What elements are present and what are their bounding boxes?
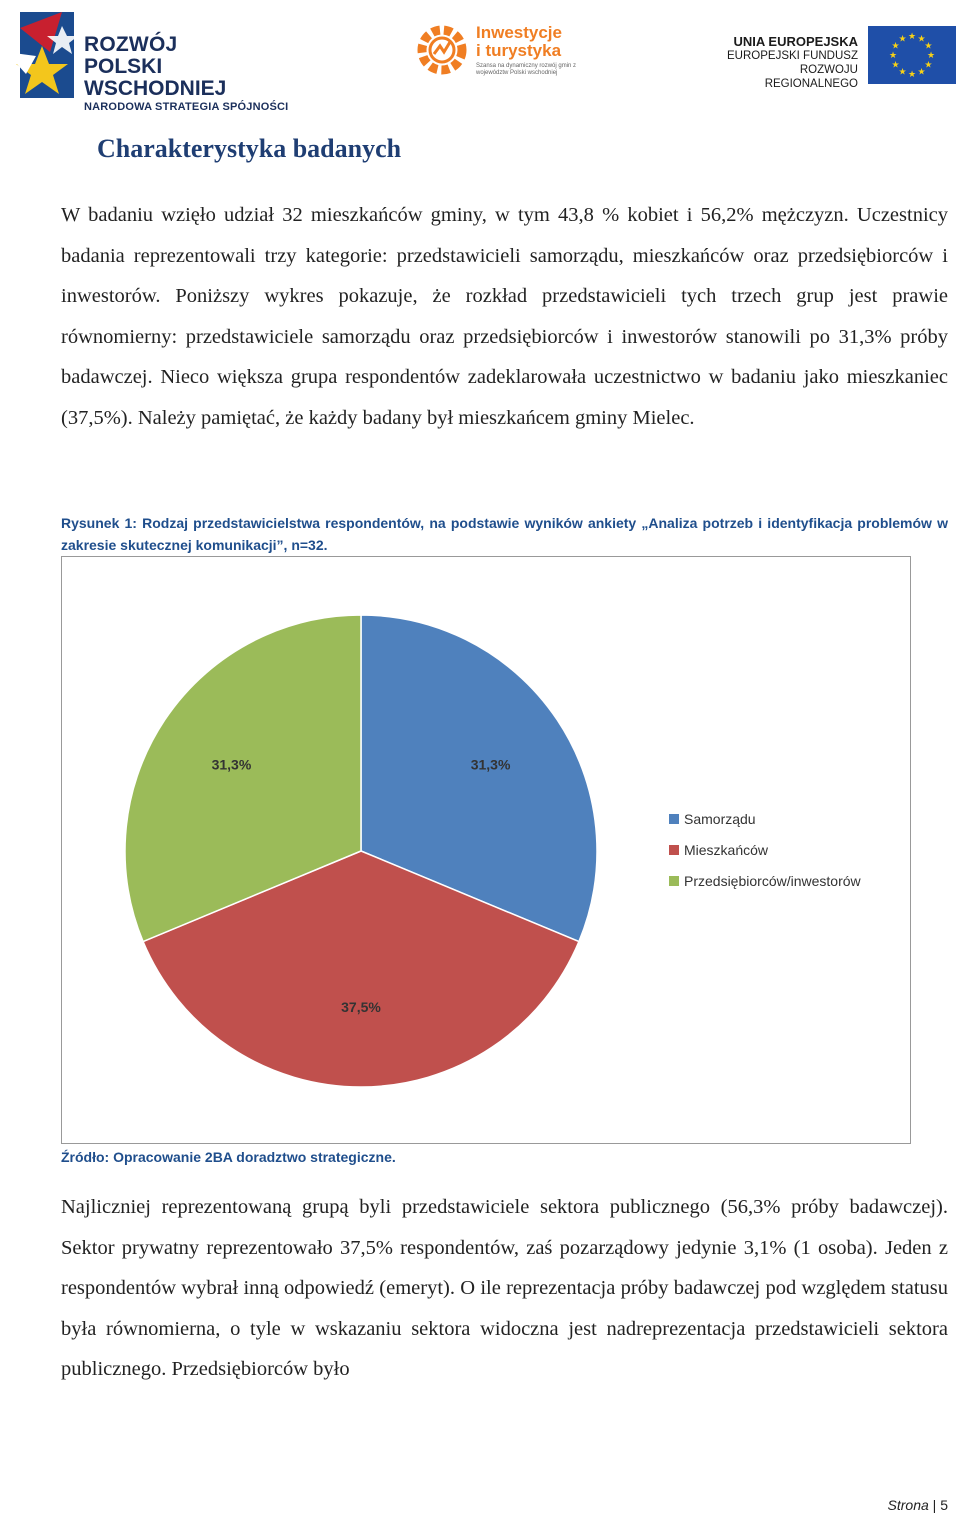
eu-star-icon: ★: [924, 41, 933, 52]
unia-europejska-logo: [706, 26, 958, 90]
ue-fund-line1: EUROPEJSKI FUNDUSZ: [727, 50, 858, 62]
eu-star-icon: ★: [891, 60, 900, 71]
legend-swatch-3: [669, 876, 679, 886]
iit-title-line2: i turystyka: [476, 41, 562, 60]
pie-data-label-1: 31,3%: [470, 756, 511, 773]
gear-logo-icon: [416, 22, 470, 78]
eu-star-icon: ★: [898, 67, 907, 78]
eu-star-icon: ★: [891, 41, 900, 52]
pie-data-label-3: 31,3%: [211, 756, 252, 773]
ue-fund-line2: ROZWOJU REGIONALNEGO: [764, 64, 858, 90]
pie-chart-svg: [62, 557, 912, 1145]
figure-caption: Rysunek 1: Rodzaj przedstawicielstwa respondentów, na podstawie wyników ankiety „Analiza potrzeb i identyfikacja problemów w zakresie skutecznej komunikacji”, n=32.: [61, 515, 948, 553]
legend-label-1: Samorządu: [684, 811, 756, 827]
intro-paragraph: W badaniu wzięło udział 32 mieszkańców gminy, w tym 43,8 % kobiet i 56,2% mężczyzn. Uczestnicy badania reprezentowali trzy kategorie: przedstawicieli samorządu, mieszkańców oraz przedsiębiorców i inwestorów. Poniższy wykres pokazuje, że rozkład przedstawicieli tych trzech grup jest prawie równomierny: przedstawiciele samorządu oraz przedsiębiorców i inwestorów stanowili po 31,3% próby badawczej. Nieco większa grupa respondentów zadeklarowała uczestnictwo w badaniu jako mieszkaniec (37,5%). Należy pamiętać, że każdy badany był mieszkańcem gminy Mielec.: [61, 204, 948, 429]
pie-chart: [61, 556, 911, 1144]
ue-title: UNIA EUROPEJSKA: [733, 34, 858, 49]
eu-star-icon: ★: [926, 51, 936, 61]
figure-source: Źródło: Opracowanie 2BA doradztwo strategiczne.: [61, 1149, 396, 1165]
body-paragraph: Najliczniej reprezentowaną grupą byli przedstawiciele sektora publicznego (56,3% próby badawczej). Sektor prywatny reprezentowało 37,5% respondentów, zaś pozarządowy jedynie 3,1% (1 osoba). Jeden z respondentów wybrał inną odpowiedź (emeryt). O ile reprezentacja próby badawczej pod względem statusu była równomierna, o tyle w wskazaniu sektora widoczna jest nadreprezentacja przedstawicieli sektora publicznego. Przedsiębiorców było: [61, 1196, 948, 1380]
eu-star-icon: ★: [907, 32, 917, 42]
pie-data-label-2: 37,5%: [341, 998, 381, 1015]
eu-star-icon: ★: [924, 60, 933, 71]
page-number: 5: [940, 1497, 948, 1513]
legend-swatch-2: [669, 845, 679, 855]
page-footer: [888, 1497, 948, 1513]
legend-label-3: Przedsiębiorców/inwestorów: [684, 873, 861, 889]
eu-star-icon: ★: [917, 34, 926, 45]
eu-star-icon: ★: [898, 34, 907, 45]
eu-star-icon: ★: [907, 70, 917, 80]
rpw-subtitle: NARODOWA STRATEGIA SPÓJNOŚCI: [84, 101, 289, 113]
iit-subtitle: Szansa na dynamiczny rozwój gmin z województw Polski wschodniej: [476, 63, 577, 76]
rpw-title-line2: POLSKI WSCHODNIEJ: [84, 55, 227, 100]
legend-swatch-1: [669, 814, 679, 824]
rozwoj-polski-wschodniej-logo: [6, 12, 306, 113]
legend-label-2: Mieszkańców: [684, 842, 769, 858]
eu-flag-icon: [868, 26, 956, 84]
star-logo-icon: [6, 12, 78, 98]
section-heading: Charakterystyka badanych: [97, 134, 402, 163]
eu-star-icon: ★: [917, 67, 926, 78]
page-header: [0, 0, 960, 113]
eu-star-icon: ★: [888, 51, 898, 61]
page-label: Strona: [887, 1497, 929, 1513]
inwestycje-i-turystyka-logo: [416, 22, 586, 82]
iit-title-line1: Inwestycje: [476, 23, 562, 42]
page-separator: |: [932, 1497, 937, 1513]
rpw-title-line1: ROZWÓJ: [84, 33, 178, 56]
